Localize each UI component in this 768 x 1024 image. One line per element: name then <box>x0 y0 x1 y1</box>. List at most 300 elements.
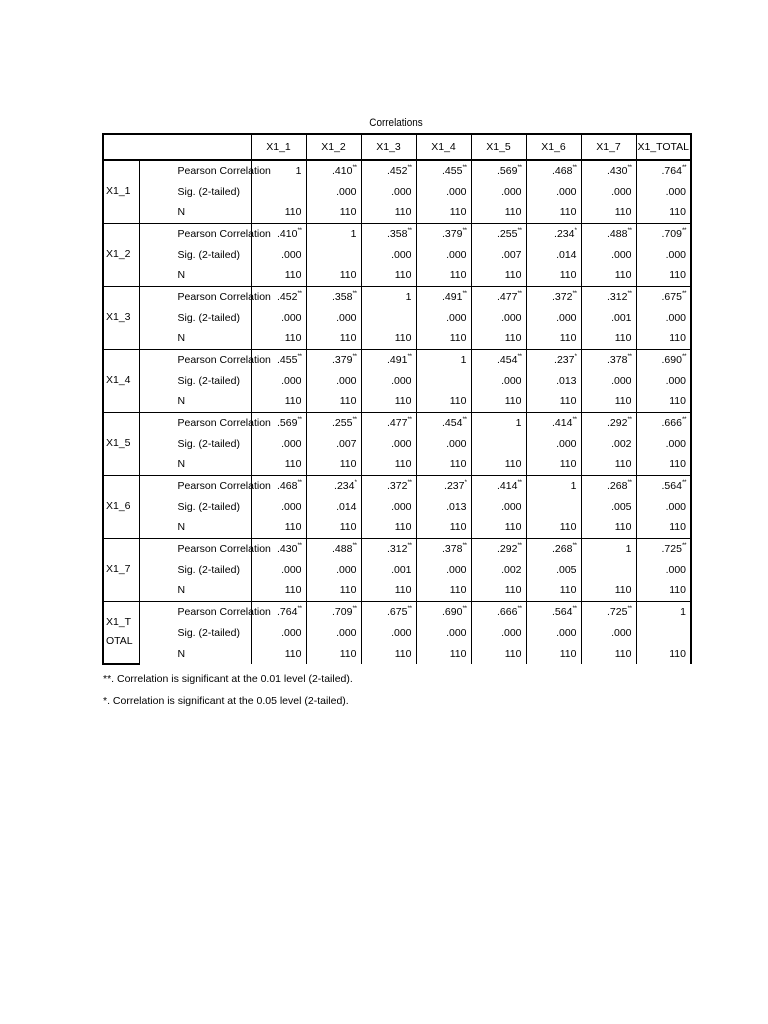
statistic-label: Sig. (2-tailed) <box>139 559 251 580</box>
cell-value: 110 <box>339 458 357 471</box>
table-cell <box>526 433 581 454</box>
table-cell <box>526 475 581 496</box>
table-cell <box>526 580 581 601</box>
cell-value: .000 <box>501 311 522 324</box>
cell-value: .452 <box>387 165 408 177</box>
significance-marker: ** <box>462 289 467 297</box>
table-cell <box>636 412 691 433</box>
cell-value: .000 <box>665 500 686 513</box>
cell-value: .430 <box>277 542 298 555</box>
statistic-label: N <box>139 391 251 412</box>
cell-value: .000 <box>281 311 302 324</box>
cell-value: 1 <box>570 479 577 492</box>
cell-value: .014 <box>336 500 357 513</box>
table-cell <box>251 433 306 454</box>
table-cell <box>526 454 581 475</box>
row-variable-label: X1_3 <box>103 286 139 349</box>
table-cell <box>636 538 691 559</box>
table-cell <box>416 559 471 580</box>
significance-marker: ** <box>627 164 632 171</box>
statistic-label: Pearson Correlation <box>139 475 251 496</box>
table-cell <box>526 286 581 307</box>
cell-value: .000 <box>611 185 632 198</box>
table-cell <box>581 622 636 643</box>
significance-marker: ** <box>517 604 522 612</box>
table-cell <box>581 328 636 349</box>
table-cell <box>471 160 526 181</box>
cell-value: .379 <box>332 353 353 366</box>
table-cell <box>306 496 361 517</box>
cell-value: .000 <box>391 437 412 450</box>
statistic-label: Sig. (2-tailed) <box>139 370 251 391</box>
cell-value: 110 <box>449 269 467 282</box>
significance-marker: ** <box>462 541 467 549</box>
cell-value: .454 <box>442 416 463 429</box>
cell-value: 110 <box>504 521 522 534</box>
table-cell <box>306 244 361 265</box>
significance-marker: ** <box>517 541 522 549</box>
table-cell <box>361 517 416 538</box>
table-cell <box>581 412 636 433</box>
table-row <box>103 202 691 223</box>
table-cell <box>526 517 581 538</box>
cell-value: 110 <box>394 332 412 345</box>
cell-value: .007 <box>336 437 357 450</box>
table-cell <box>416 265 471 286</box>
cell-value: .725 <box>607 605 628 618</box>
cell-value: .564 <box>661 479 682 492</box>
significance-marker: ** <box>517 226 522 234</box>
cell-value: .000 <box>501 500 522 513</box>
significance-marker: ** <box>681 164 686 171</box>
cell-value: .234 <box>334 479 355 492</box>
cell-value: .000 <box>336 563 357 576</box>
cell-value: 110 <box>559 584 577 597</box>
cell-value: .000 <box>336 374 357 387</box>
table-cell <box>251 622 306 643</box>
table-cell <box>526 601 581 622</box>
cell-value: .002 <box>611 437 632 450</box>
table-cell <box>636 559 691 580</box>
cell-value: .454 <box>497 353 518 366</box>
cell-value: .237 <box>444 479 465 492</box>
significance-marker: ** <box>627 352 632 360</box>
column-header: X1_6 <box>526 134 581 160</box>
table-cell <box>471 391 526 412</box>
significance-marker: ** <box>407 164 412 171</box>
table-cell <box>416 454 471 475</box>
significance-marker: ** <box>572 541 577 549</box>
cell-value: .410 <box>277 227 298 240</box>
table-cell <box>581 643 636 664</box>
cell-value: 110 <box>449 395 467 408</box>
statistic-label: Sig. (2-tailed) <box>139 307 251 328</box>
cell-value: .000 <box>446 248 467 261</box>
cell-value: .000 <box>446 437 467 450</box>
cell-value: .358 <box>332 290 353 303</box>
cell-value: 110 <box>449 647 467 660</box>
cell-value: 110 <box>669 458 686 471</box>
cell-value: .000 <box>446 563 467 576</box>
table-cell <box>526 559 581 580</box>
table-cell <box>581 538 636 559</box>
cell-value: .000 <box>281 248 302 261</box>
table-cell <box>581 496 636 517</box>
cell-value: .675 <box>661 290 682 303</box>
table-cell <box>581 517 636 538</box>
significance-marker: ** <box>297 478 302 486</box>
cell-value: .000 <box>501 185 522 198</box>
cell-value: .569 <box>277 416 298 429</box>
table-cell <box>526 265 581 286</box>
table-cell <box>526 202 581 223</box>
cell-value: .000 <box>281 563 302 576</box>
cell-value: 1 <box>295 165 302 177</box>
table-title: Correlations <box>369 117 423 129</box>
table-cell <box>636 433 691 454</box>
table-cell <box>306 349 361 370</box>
table-cell <box>636 223 691 244</box>
table-cell <box>471 580 526 601</box>
cell-value: 110 <box>669 584 686 597</box>
table-cell <box>471 559 526 580</box>
significance-marker: ** <box>627 415 632 423</box>
table-cell <box>581 223 636 244</box>
significance-marker: ** <box>517 289 522 297</box>
cell-value: 110 <box>284 206 302 219</box>
significance-marker: * <box>464 478 467 486</box>
cell-value: 1 <box>405 290 412 303</box>
table-cell <box>526 391 581 412</box>
cell-value: .255 <box>497 227 518 240</box>
table-cell <box>526 538 581 559</box>
table-cell <box>581 202 636 223</box>
table-cell <box>416 433 471 454</box>
cell-value: .477 <box>497 290 518 303</box>
table-row <box>103 475 691 496</box>
table-cell <box>416 349 471 370</box>
cell-value: .564 <box>552 605 573 618</box>
table-row <box>103 601 691 622</box>
table-cell <box>636 349 691 370</box>
statistic-label: Pearson Correlation <box>139 349 251 370</box>
table-cell <box>361 160 416 181</box>
row-variable-label: X1_2 <box>103 223 139 286</box>
cell-value: .378 <box>607 353 628 366</box>
cell-value: .001 <box>611 311 632 324</box>
cell-value: .292 <box>497 542 518 555</box>
table-cell <box>581 391 636 412</box>
table-cell <box>636 643 691 664</box>
table-cell <box>581 580 636 601</box>
table-cell <box>416 307 471 328</box>
cell-value: 110 <box>284 584 302 597</box>
table-cell <box>361 643 416 664</box>
table-cell <box>416 517 471 538</box>
row-variable-label: X1_T OTAL <box>103 601 139 664</box>
table-row <box>103 160 691 181</box>
table-cell <box>251 370 306 391</box>
table-cell <box>636 370 691 391</box>
significance-marker: ** <box>407 541 412 549</box>
cell-value: 110 <box>669 521 686 534</box>
table-cell <box>636 328 691 349</box>
significance-marker: ** <box>297 604 302 612</box>
table-cell <box>361 349 416 370</box>
table-cell <box>361 265 416 286</box>
table-cell <box>471 412 526 433</box>
significance-marker: ** <box>627 604 632 612</box>
cell-value: .666 <box>661 416 682 429</box>
cell-value: 1 <box>460 353 467 366</box>
statistic-label: N <box>139 454 251 475</box>
header-corner-cell <box>103 134 251 160</box>
cell-value: 110 <box>614 395 632 408</box>
cell-value: 110 <box>614 269 632 282</box>
significance-marker: ** <box>352 541 357 549</box>
cell-value: 110 <box>394 521 412 534</box>
row-variable-label: X1_6 <box>103 475 139 538</box>
statistic-label: Pearson Correlation <box>139 286 251 307</box>
significance-marker: ** <box>572 289 577 297</box>
cell-value: .005 <box>611 500 632 513</box>
significance-marker: ** <box>407 226 412 234</box>
cell-value: .764 <box>661 165 682 177</box>
table-cell <box>306 286 361 307</box>
cell-value: 1 <box>625 542 632 555</box>
table-row <box>103 580 691 601</box>
table-cell <box>581 244 636 265</box>
table-cell <box>526 622 581 643</box>
significance-marker: ** <box>352 164 357 171</box>
table-cell <box>581 181 636 202</box>
column-header: X1_TOTAL <box>636 134 691 160</box>
footnote-significance-001: **. Correlation is significant at the 0.01 level (2-tailed). <box>103 673 353 685</box>
significance-marker: ** <box>297 226 302 234</box>
table-row <box>103 181 691 202</box>
table-cell <box>471 622 526 643</box>
table-row <box>103 328 691 349</box>
row-variable-label: X1_4 <box>103 349 139 412</box>
cell-value: 110 <box>559 269 577 282</box>
table-cell <box>636 160 691 181</box>
significance-marker: ** <box>572 604 577 612</box>
cell-value: 110 <box>669 206 686 219</box>
cell-value: .000 <box>391 500 412 513</box>
statistic-label: Pearson Correlation <box>139 538 251 559</box>
cell-value: 110 <box>339 521 357 534</box>
cell-value: .414 <box>497 479 518 492</box>
cell-value: 110 <box>504 269 522 282</box>
cell-value: .000 <box>665 374 686 387</box>
table-cell <box>526 181 581 202</box>
cell-value: .001 <box>391 563 412 576</box>
cell-value: .312 <box>607 290 628 303</box>
cell-value: .000 <box>611 248 632 261</box>
table-cell <box>306 328 361 349</box>
table-cell <box>306 391 361 412</box>
cell-value: .000 <box>611 626 632 639</box>
table-cell <box>306 370 361 391</box>
table-cell <box>306 265 361 286</box>
cell-value: 110 <box>394 584 412 597</box>
column-header: X1_1 <box>251 134 306 160</box>
table-cell <box>526 244 581 265</box>
cell-value: .000 <box>336 311 357 324</box>
cell-value: 110 <box>504 395 522 408</box>
cell-value: .000 <box>336 185 357 198</box>
cell-value: .002 <box>501 563 522 576</box>
cell-value: .000 <box>391 185 412 198</box>
table-cell <box>471 265 526 286</box>
significance-marker: ** <box>681 415 686 423</box>
table-cell <box>471 328 526 349</box>
table-cell <box>636 307 691 328</box>
cell-value: .000 <box>446 626 467 639</box>
table-cell <box>416 160 471 181</box>
cell-value: .666 <box>497 605 518 618</box>
table-cell <box>416 601 471 622</box>
cell-value: .000 <box>336 626 357 639</box>
significance-marker: ** <box>517 352 522 360</box>
cell-value: 110 <box>614 458 632 471</box>
table-cell <box>636 580 691 601</box>
cell-value: .000 <box>665 248 686 261</box>
cell-value: .410 <box>332 165 353 177</box>
correlations-table <box>102 133 692 665</box>
table-row <box>103 517 691 538</box>
table-cell <box>251 496 306 517</box>
significance-marker: ** <box>462 226 467 234</box>
cell-value: 110 <box>284 521 302 534</box>
cell-value: 110 <box>284 647 302 660</box>
table-row <box>103 223 691 244</box>
table-cell <box>636 601 691 622</box>
significance-marker: ** <box>627 289 632 297</box>
table-cell <box>416 580 471 601</box>
cell-value: 110 <box>449 458 467 471</box>
table-cell <box>416 244 471 265</box>
table-cell <box>526 412 581 433</box>
statistic-label: Sig. (2-tailed) <box>139 622 251 643</box>
cell-value: .000 <box>281 374 302 387</box>
significance-marker: ** <box>462 415 467 423</box>
cell-value: .014 <box>556 248 577 261</box>
significance-marker: ** <box>407 352 412 360</box>
cell-value: 110 <box>504 332 522 345</box>
cell-value: .000 <box>556 185 577 198</box>
statistic-label: Pearson Correlation <box>139 412 251 433</box>
table-cell <box>306 223 361 244</box>
table-cell <box>581 160 636 181</box>
table-row <box>103 643 691 664</box>
table-cell <box>361 223 416 244</box>
significance-marker: ** <box>627 478 632 486</box>
cell-value: .690 <box>442 605 463 618</box>
cell-value: .000 <box>665 563 686 576</box>
table-cell <box>526 160 581 181</box>
table-cell <box>306 454 361 475</box>
cell-value: 110 <box>614 332 632 345</box>
significance-marker: ** <box>681 478 686 486</box>
cell-value: 110 <box>669 332 686 345</box>
cell-value: 110 <box>669 647 686 660</box>
significance-marker: ** <box>462 604 467 612</box>
table-cell <box>251 517 306 538</box>
table-cell <box>251 265 306 286</box>
cell-value: .255 <box>332 416 353 429</box>
significance-marker: ** <box>352 415 357 423</box>
cell-value: .268 <box>607 479 628 492</box>
cell-value: .378 <box>442 542 463 555</box>
cell-value: 110 <box>449 332 467 345</box>
cell-value: .569 <box>497 165 518 177</box>
table-body <box>103 160 691 664</box>
table-cell <box>361 601 416 622</box>
table-cell <box>581 601 636 622</box>
cell-value: 110 <box>504 206 522 219</box>
column-header: X1_2 <box>306 134 361 160</box>
table-cell <box>306 601 361 622</box>
table-cell <box>416 412 471 433</box>
table-cell <box>581 307 636 328</box>
cell-value: .000 <box>665 185 686 198</box>
table-cell <box>361 559 416 580</box>
table-cell <box>361 307 416 328</box>
cell-value: 110 <box>339 269 357 282</box>
table-row <box>103 412 691 433</box>
significance-marker: ** <box>352 352 357 360</box>
table-cell <box>526 223 581 244</box>
table-cell <box>471 433 526 454</box>
cell-value: 110 <box>559 332 577 345</box>
table-cell <box>361 538 416 559</box>
table-cell <box>306 559 361 580</box>
cell-value: 110 <box>284 395 302 408</box>
significance-marker: ** <box>352 604 357 612</box>
table-row <box>103 391 691 412</box>
table-cell <box>471 244 526 265</box>
table-cell <box>526 370 581 391</box>
column-header: X1_4 <box>416 134 471 160</box>
cell-value: .372 <box>552 290 573 303</box>
table-cell <box>636 475 691 496</box>
table-cell <box>471 496 526 517</box>
column-header: X1_5 <box>471 134 526 160</box>
cell-value: .000 <box>391 626 412 639</box>
table-row <box>103 496 691 517</box>
significance-marker: ** <box>572 415 577 423</box>
significance-marker: ** <box>627 226 632 234</box>
table-cell <box>636 391 691 412</box>
table-cell <box>581 286 636 307</box>
table-cell <box>306 580 361 601</box>
cell-value: .430 <box>607 165 628 177</box>
table-cell <box>361 244 416 265</box>
table-cell <box>251 328 306 349</box>
cell-value: 1 <box>515 416 522 429</box>
cell-value: 110 <box>339 584 357 597</box>
significance-marker: ** <box>517 164 522 171</box>
table-cell <box>251 559 306 580</box>
cell-value: 110 <box>614 647 632 660</box>
cell-value: .379 <box>442 227 463 240</box>
table-row <box>103 622 691 643</box>
table-cell <box>361 412 416 433</box>
table-cell <box>526 496 581 517</box>
table-cell <box>581 475 636 496</box>
table-cell <box>471 643 526 664</box>
